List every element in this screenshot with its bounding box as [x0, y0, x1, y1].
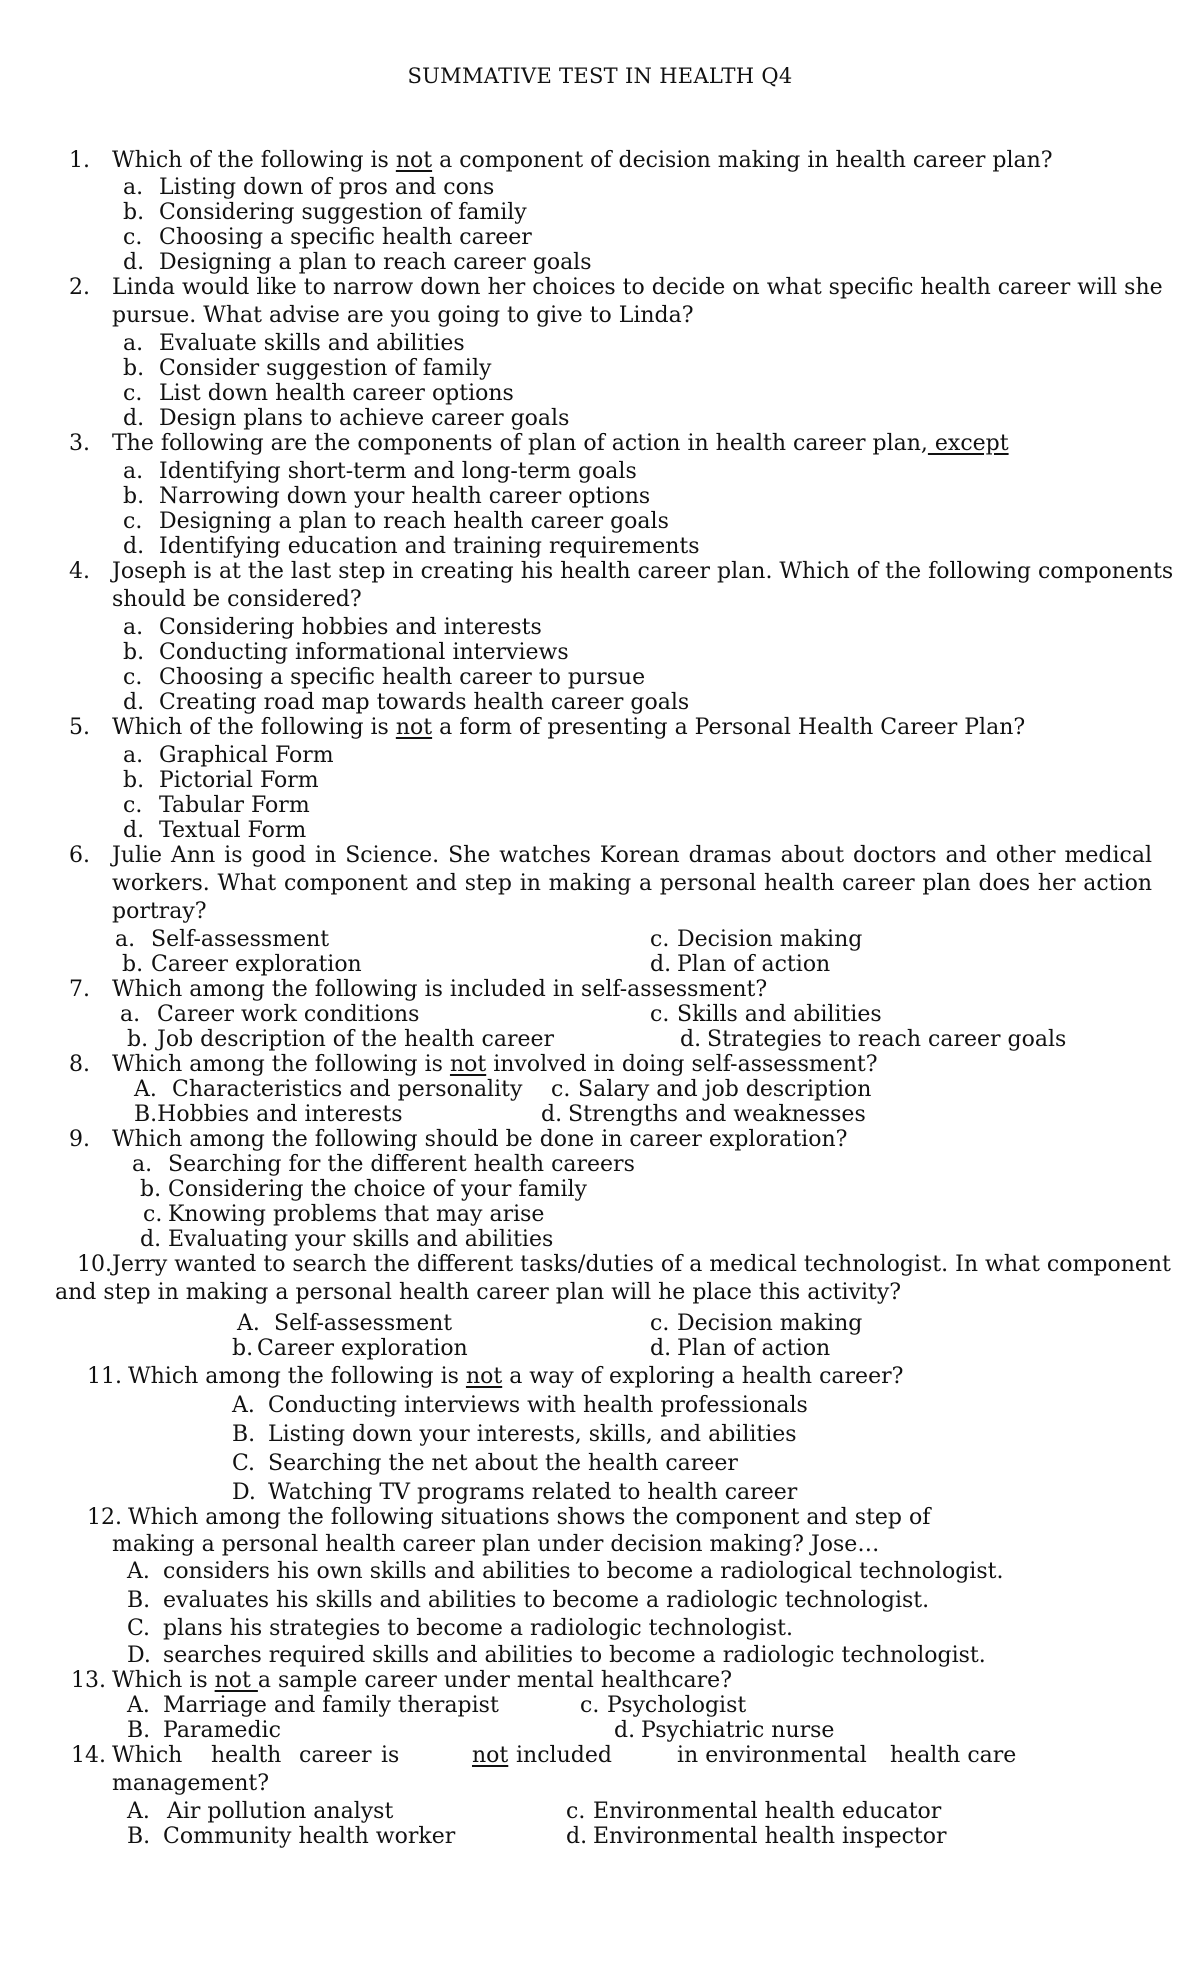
- option-letter: c.: [650, 1311, 670, 1336]
- option-text: Career exploration: [151, 952, 362, 977]
- question-text-line: management?: [112, 1771, 270, 1796]
- option-text: Conducting interviews with health professionals: [268, 1393, 808, 1418]
- question-number: 3.: [69, 431, 90, 456]
- question-text-line: making a personal health career plan under decision making? Jose…: [112, 1532, 880, 1557]
- option-text: Air pollution analyst: [167, 1799, 394, 1824]
- question-text: Which of the following is not a form of presenting a Personal Health Career Plan?: [112, 715, 1026, 740]
- question-number: 7.: [69, 977, 90, 1002]
- option-text: B.Hobbies and interests: [134, 1102, 403, 1127]
- option-text: Career exploration: [257, 1336, 468, 1361]
- option-letter: d.: [541, 1102, 563, 1127]
- question-text-line: Linda would like to narrow down her choices to decide on what specific health career will she: [112, 275, 1163, 300]
- option-letter: B.: [127, 1718, 151, 1743]
- option-text: Job description of the health career: [157, 1027, 555, 1052]
- question-text-line: should be considered?: [112, 587, 362, 612]
- option-letter: b.: [123, 640, 145, 665]
- question-text-line: Joseph is at the last step in creating his health career plan. Which of the following components: [112, 559, 1174, 584]
- option-letter: A.: [127, 1799, 150, 1824]
- option-letter: a.: [123, 459, 144, 484]
- question-word: included: [516, 1743, 612, 1768]
- option-text: searches required skills and abilities to become a radiologic technologist.: [163, 1643, 986, 1668]
- option-letter: d.: [614, 1718, 636, 1743]
- option-text: List down health career options: [159, 381, 514, 406]
- question-number: 4.: [69, 559, 90, 584]
- question-word-underlined: not: [472, 1743, 509, 1768]
- question-text: Which among the following is not a way of exploring a health career?: [128, 1364, 904, 1389]
- option-text: evaluates his skills and abilities to become a radiologic technologist.: [163, 1588, 930, 1613]
- option-letter: d.: [123, 818, 145, 843]
- option-letter: b.: [232, 1336, 254, 1361]
- option-text: Listing down of pros and cons: [159, 175, 495, 200]
- question-number: 5.: [69, 715, 90, 740]
- option-letter: c.: [143, 1202, 163, 1227]
- option-text: Conducting informational interviews: [159, 640, 569, 665]
- option-text: Listing down your interests, skills, and abilities: [268, 1422, 797, 1447]
- option-letter: d.: [123, 534, 145, 559]
- option-letter: c.: [650, 927, 670, 952]
- question-word: is: [381, 1743, 400, 1768]
- question-number: 9.: [69, 1127, 90, 1152]
- option-letter: a.: [123, 615, 144, 640]
- option-text: Community health worker: [163, 1824, 456, 1849]
- option-letter: b.: [123, 200, 145, 225]
- question-word: in environmental: [677, 1743, 867, 1768]
- option-text: Career work conditions: [157, 1002, 420, 1027]
- option-letter: a.: [120, 1002, 141, 1027]
- question-number: 10.: [77, 1252, 112, 1277]
- option-text: Narrowing down your health career options: [159, 484, 651, 509]
- question-number: 14.: [71, 1743, 106, 1768]
- option-letter: a.: [123, 743, 144, 768]
- option-letter: a.: [132, 1152, 153, 1177]
- question-word: Which: [112, 1743, 183, 1768]
- question-number: 1.: [69, 148, 90, 173]
- option-letter: b.: [123, 768, 145, 793]
- option-text: Decision making: [677, 927, 863, 952]
- option-text: Considering the choice of your family: [168, 1177, 587, 1202]
- option-letter: b.: [127, 1027, 149, 1052]
- option-letter: C.: [127, 1616, 151, 1641]
- option-letter: c.: [551, 1077, 571, 1102]
- option-letter: d.: [123, 406, 145, 431]
- option-text: Strengths and weaknesses: [568, 1102, 866, 1127]
- question-text: Which among the following is included in self-assessment?: [112, 977, 768, 1002]
- page-title: SUMMATIVE TEST IN HEALTH Q4: [407, 64, 793, 88]
- option-text: Self-assessment: [151, 927, 330, 952]
- option-text: Consider suggestion of family: [159, 356, 492, 381]
- option-letter: d.: [123, 690, 145, 715]
- question-text: Which is not a sample career under mental healthcare?: [112, 1668, 732, 1693]
- option-letter: b.: [122, 952, 144, 977]
- option-text: Watching TV programs related to health career: [268, 1480, 798, 1505]
- question-text-line: pursue. What advise are you going to give to Linda?: [112, 303, 694, 328]
- option-text: Searching for the different health careers: [168, 1152, 635, 1177]
- option-letter: D.: [232, 1480, 256, 1505]
- option-text: Self-assessment: [274, 1311, 453, 1336]
- option-text: Choosing a specific health career: [159, 225, 532, 250]
- question-word: career: [299, 1743, 372, 1768]
- option-text: Characteristics and personality: [172, 1077, 523, 1102]
- option-letter: d.: [566, 1824, 588, 1849]
- question-number: 11.: [87, 1364, 122, 1389]
- question-number: 12.: [87, 1505, 122, 1530]
- option-text: Searching the net about the health career: [268, 1451, 738, 1476]
- option-text: Strategies to reach career goals: [707, 1027, 1067, 1052]
- option-letter: A.: [232, 1393, 255, 1418]
- option-letter: c.: [123, 665, 143, 690]
- option-text: Knowing problems that may arise: [168, 1202, 545, 1227]
- option-text: considers his own skills and abilities to become a radiological technologist.: [163, 1559, 1004, 1584]
- option-text: Evaluating your skills and abilities: [168, 1227, 554, 1252]
- question-text-line: portray?: [112, 899, 207, 924]
- option-text: Salary and job description: [578, 1077, 872, 1102]
- option-letter: d.: [140, 1227, 162, 1252]
- question-text: The following are the components of plan of action in health career plan, except: [112, 431, 1009, 456]
- question-number: 2.: [69, 275, 90, 300]
- option-text: Design plans to achieve career goals: [159, 406, 570, 431]
- question-number: 8.: [69, 1052, 90, 1077]
- question-text: Which of the following is not a component of decision making in health career plan?: [112, 148, 1053, 173]
- option-letter: A.: [134, 1077, 157, 1102]
- option-text: Environmental health educator: [593, 1799, 942, 1824]
- option-letter: b.: [123, 484, 145, 509]
- option-text: Pictorial Form: [159, 768, 319, 793]
- option-text: Identifying education and training requirements: [159, 534, 700, 559]
- option-letter: c.: [580, 1693, 600, 1718]
- option-letter: B.: [232, 1422, 256, 1447]
- option-text: Marriage and family therapist: [163, 1693, 499, 1718]
- option-letter: a.: [115, 927, 136, 952]
- option-text: Evaluate skills and abilities: [159, 331, 465, 356]
- option-text: Decision making: [677, 1311, 863, 1336]
- option-letter: c.: [650, 1002, 670, 1027]
- option-letter: c.: [123, 509, 143, 534]
- option-letter: d.: [680, 1027, 702, 1052]
- option-letter: d.: [123, 250, 145, 275]
- option-letter: b.: [140, 1177, 162, 1202]
- option-text: Psychologist: [607, 1693, 747, 1718]
- question-text-line: Jerry wanted to search the different tasks/duties of a medical technologist. In what component: [112, 1252, 1171, 1277]
- option-text: Tabular Form: [159, 793, 310, 818]
- option-text: Plan of action: [677, 952, 831, 977]
- question-text-line: Which among the following situations shows the component and step of: [128, 1505, 931, 1530]
- option-text: Environmental health inspector: [593, 1824, 947, 1849]
- option-text: Identifying short-term and long-term goals: [159, 459, 637, 484]
- option-letter: a.: [123, 331, 144, 356]
- option-letter: c.: [566, 1799, 586, 1824]
- option-letter: a.: [123, 175, 144, 200]
- option-text: Designing a plan to reach health career goals: [159, 509, 669, 534]
- question-text-line: Julie Ann is good in Science. She watches Korean dramas about doctors and other medical: [112, 843, 1152, 868]
- option-letter: d.: [650, 1336, 672, 1361]
- question-text-line: workers. What component and step in making a personal health career plan does her action: [112, 871, 1152, 896]
- question-word: health: [211, 1743, 282, 1768]
- question-number: 13.: [71, 1668, 106, 1693]
- question-text: Which among the following is not involved in doing self-assessment?: [112, 1052, 878, 1077]
- option-letter: C.: [232, 1451, 256, 1476]
- option-letter: A.: [237, 1311, 260, 1336]
- option-letter: d.: [650, 952, 672, 977]
- option-text: Plan of action: [677, 1336, 831, 1361]
- option-letter: B.: [127, 1824, 151, 1849]
- option-letter: c.: [123, 225, 143, 250]
- option-text: Designing a plan to reach career goals: [159, 250, 592, 275]
- option-text: Considering hobbies and interests: [159, 615, 542, 640]
- option-text: Considering suggestion of family: [159, 200, 527, 225]
- option-letter: c.: [123, 793, 143, 818]
- option-text: Paramedic: [163, 1718, 281, 1743]
- option-text: Choosing a specific health career to pursue: [159, 665, 646, 690]
- option-text: Creating road map towards health career goals: [159, 690, 690, 715]
- option-text: Graphical Form: [159, 743, 334, 768]
- question-number: 6.: [69, 843, 90, 868]
- option-text: Psychiatric nurse: [641, 1718, 835, 1743]
- option-text: plans his strategies to become a radiologic technologist.: [163, 1616, 793, 1641]
- option-letter: D.: [127, 1643, 151, 1668]
- question-word: health care: [890, 1743, 1017, 1768]
- option-letter: c.: [123, 381, 143, 406]
- option-text: Textual Form: [159, 818, 307, 843]
- question-text: Which among the following should be done in career exploration?: [112, 1127, 848, 1152]
- option-letter: A.: [127, 1693, 150, 1718]
- option-letter: B.: [127, 1588, 151, 1613]
- option-text: Skills and abilities: [677, 1002, 882, 1027]
- option-letter: b.: [123, 356, 145, 381]
- option-letter: A.: [127, 1559, 150, 1584]
- question-text-line: and step in making a personal health career plan will he place this activity?: [55, 1280, 902, 1305]
